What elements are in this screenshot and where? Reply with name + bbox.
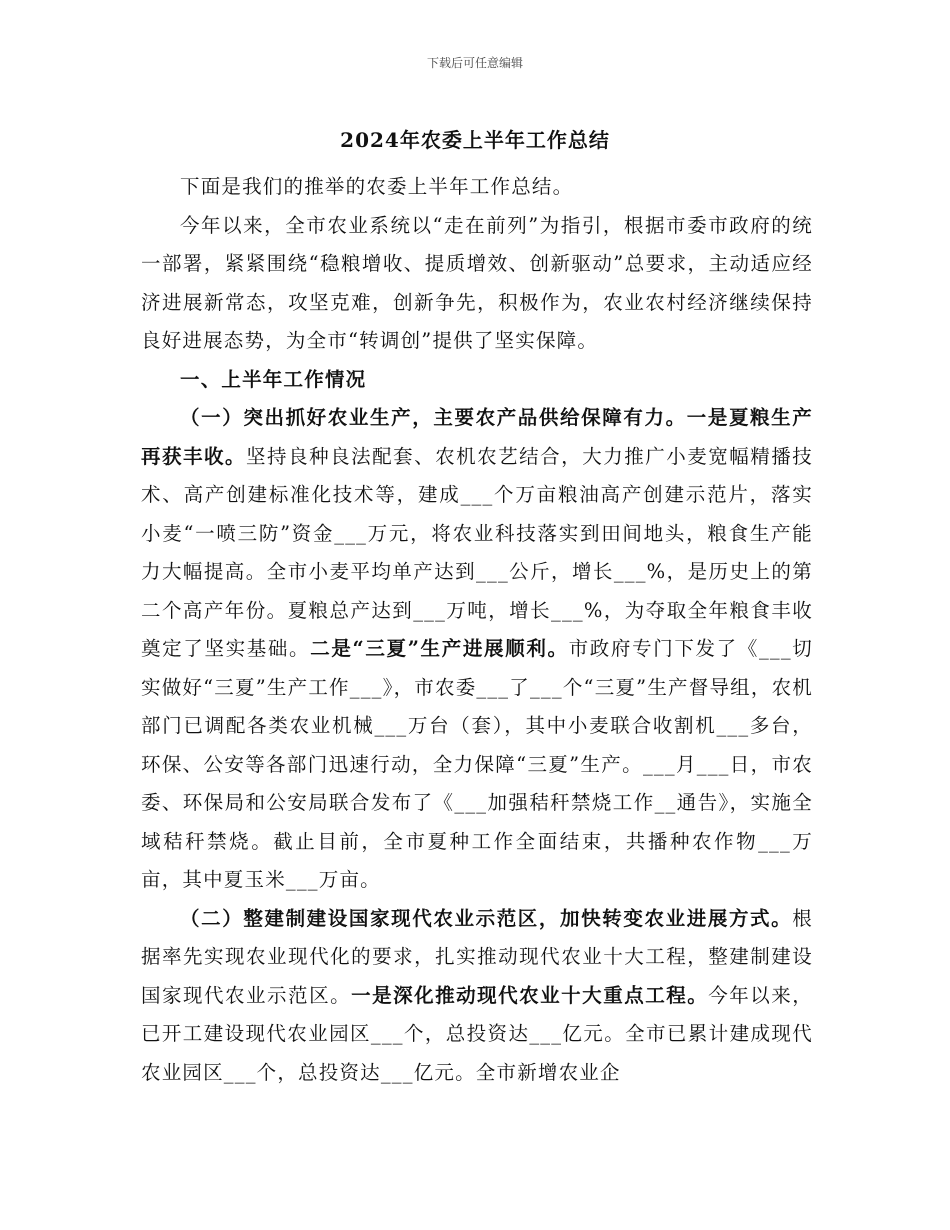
section-heading-text: 一、上半年工作情况 xyxy=(180,367,367,391)
subsection-one-text: 坚持良种良法配套、农机农艺结合，大力推广小麦宽幅精播技术、高产创建标准化技术等，建成___个万亩粮油高产创建示范片，落实小麦“一喷三防”资金___万元，将农业科技落实到田间地头，粮食生产能力大幅提高。全市小麦平均单产达到___公斤，增长___%，是历史上的第二个高产年份。夏粮总产达到___万吨，增长___%，为夺取全年粮食丰收奠定了坚实基础。 xyxy=(141,444,813,660)
subsection-two-heading: （二）整建制建设国家现代农业示范区，加快转变农业进展方式。 xyxy=(180,906,793,930)
overview-paragraph: 今年以来，全市农业系统以“走在前列”为指引，根据市委市政府的统一部署，紧紧围绕“稳粮增收、提质增效、创新驱动”总要求，主动适应经济进展新常态，攻坚克难，创新争先，积极作为，农业农村经济继续保持良好进展态势，为全市“转调创”提供了坚实保障。 xyxy=(141,213,813,352)
subsection-one-text-two: 市政府专门下发了《___切实做好“三夏”生产工作___》，市农委___了___个“三夏”生产督导组，农机部门已调配各类农业机械___万台（套），其中小麦联合收割机___多台，环保、公安等各部门迅速行动，全力保障“三夏”生产。___月___日，市农委、环保局和公安局联合发布了《___加强秸秆禁烧工作__通告》，实施全域秸秆禁烧。截止目前，全市夏种工作全面结束，共播种农作物___万亩，其中夏玉米___万亩。 xyxy=(141,637,813,891)
subsection-two-text: 根据率先实现农业现代化的要求，扎实推动现代农业十大工程，整建制建设国家现代农业示范区。 xyxy=(141,906,813,1007)
intro-paragraph: 下面是我们的推举的农委上半年工作总结。 xyxy=(180,175,574,198)
subsection-two-point-one: 一是深化推动现代农业十大重点工程。 xyxy=(351,983,709,1007)
subsection-one-point-two: 二是“三夏”生产进展顺利。 xyxy=(310,637,569,660)
subsection-one-heading: （一）突出抓好农业生产，主要农产品供给保障有力。一是夏粮生产再获丰收。 xyxy=(141,406,813,468)
section-heading xyxy=(141,361,813,400)
header-note: 下载后可任意编辑 xyxy=(426,56,523,70)
section-one-paragraph xyxy=(141,399,813,900)
document-title: 2024年农委上半年工作总结 xyxy=(340,128,610,152)
document-body xyxy=(141,168,813,1092)
subsection-two-text-two: 今年以来，已开工建设现代农业园区___个，总投资达___亿元。全市已累计建成现代农业园区___个，总投资达___亿元。全市新增农业企 xyxy=(141,983,813,1084)
section-two-paragraph xyxy=(141,900,813,1093)
